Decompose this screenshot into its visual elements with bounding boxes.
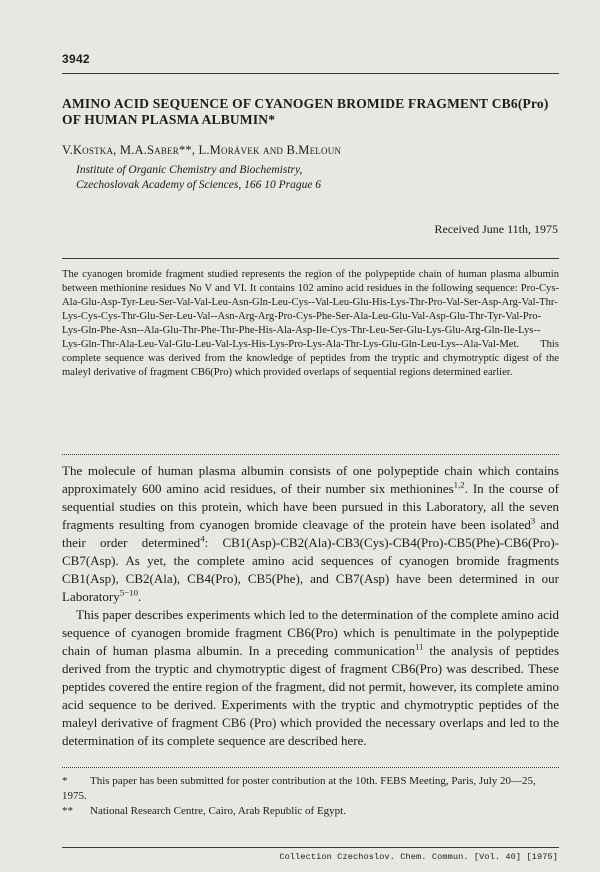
footer-rule [62,847,559,848]
paragraph-1 [62,462,559,606]
ref-sup: 11 [414,641,424,652]
p1-text-e: . [138,589,142,604]
ref-sup: 3 [530,515,536,526]
header-rule [62,73,559,74]
abstract-bottom-rule [62,454,559,455]
footnote-text: This paper has been submitted for poster contribution at the 10th. FEBS Meeting, Paris, July 20—25, 1975. [62,775,536,802]
p1-text-b: . In the course of sequential studies on this protein, which have been pursued in this Laboratory, all the seven fragments resulting from cyanogen bromide cleavage of the protein have been isolated [62,481,559,532]
ref-sup: 5−10 [119,587,138,598]
footnote-1 [62,774,559,804]
body-text [62,462,559,750]
title-line-2: OF HUMAN PLASMA ALBUMIN* [62,112,276,127]
p2-text-b: the analysis of peptides derived from the tryptic and chymotryptic digest of fragment CB6(Pro) was described. These peptides covered the entire region of the fragment, did not permit, however, its complete amino acid sequence to be derived. Experiments with the tryptic and chymotryptic peptides of the maleyl derivative of fragment CB6 (Pro) which provided the necessary overlaps and led to the determination of its complete sequence are described here. [62,643,559,748]
ref-sup: 1,2 [453,479,465,490]
paragraph-2 [62,606,559,750]
authors: V.Kostka, M.A.Saber**, L.Morávek and B.Meloun [62,143,342,157]
article-title [62,96,557,128]
p1-text-a: The molecule of human plasma albumin consists of one polypeptide chain which contains approximately 600 amino acid residues, of their number six methionines [62,463,559,496]
affiliation-line-2: Czechoslovak Academy of Sciences, 166 10 Prague 6 [76,179,322,191]
affiliation [76,163,556,193]
abstract: The cyanogen bromide fragment studied represents the region of the polypeptide chain of human plasma albumin between methionine residues No V and VI. It contains 102 amino acid residues in the following sequence: Pro-Cys-Ala-Glu-Asp-Tyr-Leu-Ser-Val-Val-Leu-Asn-Gln-Leu-Cys--Val-Leu-Glu-His-Lys-Thr-Pro-Val-Ser-Asp-Arg-Val-Thr-Lys-Cys-Cys-Thr-Glu-Ser-Leu-Val--Asn-Arg-Arg-Pro-Cys-Phe-Ser-Ala-Leu-Glu-Val-Asp-Glu-Thr-Tyr-Val-Pro-Lys-Gln-Phe-Asn--Ala-Glu-Thr-Phe-Thr-Phe-His-Ala-Asp-Ile-Cys-Thr-Leu-Ser-Glu-Lys-Glu-Arg-Gln-Ile-Lys--Lys-Gln-Thr-Ala-Leu-Val-Glu-Leu-Val-Lys-His-Lys-Pro-Lys-Ala-Thr-Lys-Glu-Gln-Leu-Lys--Ala-Val-Met. This complete sequence was derived from the knowledge of peptides from the tryptic and chymotryptic digest of the maleyl derivative of fragment CB6(Pro) which provided overlaps of sequential regions determined earlier. [62,269,559,378]
footnote-mark: ** [62,805,73,817]
p2-text-a: This paper describes experiments which led to the determination of the complete amino acid sequence of cyanogen bromide fragment CB6(Pro) which is penultimate in the polypeptide chain of human plasma albumin. In a preceding communication [62,607,559,658]
footnote-2 [62,804,559,819]
footnote-text: National Research Centre, Cairo, Arab Republic of Egypt. [90,805,346,817]
p1-text-c: and their order determined [62,517,559,550]
footnote-rule [62,767,559,768]
received-date: Received June 11th, 1975 [434,222,558,236]
footnotes [62,774,559,819]
p1-text-d: : CB1(Asp)-CB2(Ala)-CB3(Cys)-CB4(Pro)-CB5(Phe)-CB6(Pro)-CB7(Asp). As yet, the complete amino acid sequences of cyanogen bromide fragments CB1(Asp), CB2(Ala), CB4(Pro), CB5(Phe), and CB7(Asp) have been determined in our Laboratory [62,535,559,604]
affiliation-line-1: Institute of Organic Chemistry and Biochemistry, [76,164,303,176]
footnote-mark: * [62,775,68,787]
journal-citation: Collection Czechoslov. Chem. Commun. [Vol. 40] [1975] [279,852,558,862]
abstract-top-rule [62,258,559,259]
page-number: 3942 [62,52,90,66]
title-line-1: AMINO ACID SEQUENCE OF CYANOGEN BROMIDE FRAGMENT CB6(Pro) [62,96,549,111]
ref-sup: 4 [200,533,205,544]
